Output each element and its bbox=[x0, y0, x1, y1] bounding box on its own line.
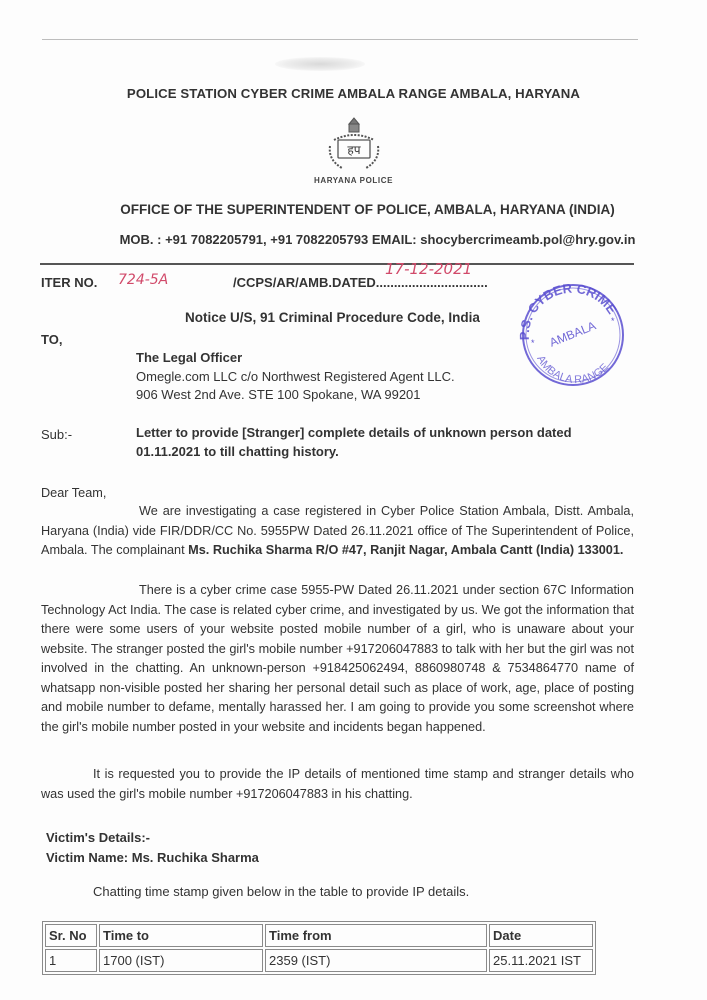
salutation: Dear Team, bbox=[41, 486, 107, 500]
cyber-crime-stamp-icon bbox=[507, 280, 637, 390]
timestamps-table bbox=[42, 921, 596, 975]
recipient-name: The Legal Officer bbox=[136, 350, 243, 365]
recipient-line2: 906 West 2nd Ave. STE 100 Spokane, WA 99201 bbox=[136, 387, 421, 402]
cell-date: 25.11.2021 IST bbox=[489, 949, 593, 972]
ccps-label: /CCPS/AR/AMB.DATED bbox=[233, 275, 376, 290]
victim-heading: Victim's Details:- bbox=[46, 830, 150, 845]
haryana-police-emblem-icon bbox=[316, 116, 392, 172]
date-dots: ............................... bbox=[375, 275, 488, 290]
svg-text:*: * bbox=[611, 316, 615, 326]
svg-text:*: * bbox=[531, 338, 535, 348]
table-note: Chatting time stamp given below in the table to provide IP details. bbox=[93, 884, 470, 899]
station-title: POLICE STATION CYBER CRIME AMBALA RANGE AMBALA, HARYANA bbox=[126, 86, 581, 101]
complainant-details: Ms. Ruchika Sharma R/O #47, Ranjit Nagar, Ambala Cantt (India) 133001. bbox=[188, 543, 624, 557]
office-title: OFFICE OF THE SUPERINTENDENT OF POLICE, AMBALA, HARYANA (INDIA) bbox=[120, 202, 615, 217]
svg-text:AMBALA RANGE: AMBALA RANGE bbox=[534, 353, 612, 387]
paragraph-3 bbox=[41, 765, 634, 804]
paragraph-1 bbox=[41, 502, 634, 561]
scan-smudge bbox=[275, 57, 365, 71]
notice-title: Notice U/S, 91 Criminal Procedure Code, India bbox=[185, 310, 480, 325]
letter-no-handwritten: 724-5A bbox=[118, 272, 169, 288]
cell-sr-no: 1 bbox=[45, 949, 97, 972]
to-label: TO, bbox=[41, 332, 63, 347]
victim-details bbox=[46, 828, 259, 868]
subject-label: Sub:- bbox=[41, 427, 73, 442]
table-row bbox=[45, 949, 593, 972]
header-time-to: Time to bbox=[99, 924, 263, 947]
header-sr-no: Sr. No bbox=[45, 924, 97, 947]
paragraph-2-text: There is a cyber crime case 5955-PW Dated 26.11.2021 under section 67C Information Technology Act India. The case is related cyber crime, and investigated by us. We got the information that there were some users of your website posted mobile number of a girl, who is unaware about your website. The stranger posted the girl's mobile number +917206047883 to talk with her but the girl was not involved in the chatting. An unknown-person +918425062494, 8860980748 & 7534864770 name of whatsapp non-visible posted her sharing her personal detail such as place of work, age, place of posting and mobile number to defame, mentally harassed her. I am going to provide you some screenshot where the girl's mobile number posted in your website and incidents began happened. bbox=[41, 583, 634, 734]
svg-text:P.S. CYBER CRIME: P.S. CYBER CRIME bbox=[516, 280, 620, 341]
svg-text:हप: हप bbox=[347, 143, 361, 157]
recipient-address bbox=[136, 349, 455, 405]
emblem-caption: HARYANA POLICE bbox=[313, 176, 394, 185]
table-header-row bbox=[45, 924, 593, 947]
header-divider bbox=[40, 263, 634, 265]
subject-text: Letter to provide [Stranger] complete details of unknown person dated 01.11.2021 to till chatting history. bbox=[136, 425, 572, 459]
paragraph-1-text: We are investigating a case registered in Cyber Police Station Ambala, Distt. Ambala, Haryana (India) vide FIR/DDR/CC No. 5955PW Dated 26.11.2021 office of The Superintendent of Police, Ambala. The complainant bbox=[41, 504, 634, 557]
cell-time-to: 1700 (IST) bbox=[99, 949, 263, 972]
paragraph-2 bbox=[41, 581, 634, 737]
contact-line: MOB. : +91 7082205791, +91 7082205793 EMAIL: shocybercrimeamb.pol@hry.gov.in bbox=[119, 232, 636, 247]
header-time-from: Time from bbox=[265, 924, 487, 947]
scan-top-edge bbox=[42, 39, 638, 40]
recipient-line1: Omegle.com LLC c/o Northwest Registered Agent LLC. bbox=[136, 368, 455, 384]
header-date: Date bbox=[489, 924, 593, 947]
dated-handwritten: 17-12-2021 bbox=[385, 260, 473, 278]
cell-time-from: 2359 (IST) bbox=[265, 949, 487, 972]
letter-no-label: ITER NO. bbox=[41, 275, 98, 290]
paragraph-3-text: It is requested you to provide the IP details of mentioned time stamp and stranger details who was used the girl's mobile number +917206047883 in his chatting. bbox=[41, 767, 634, 801]
victim-name: Victim Name: Ms. Ruchika Sharma bbox=[46, 850, 259, 865]
svg-text:AMBALA: AMBALA bbox=[547, 318, 598, 350]
